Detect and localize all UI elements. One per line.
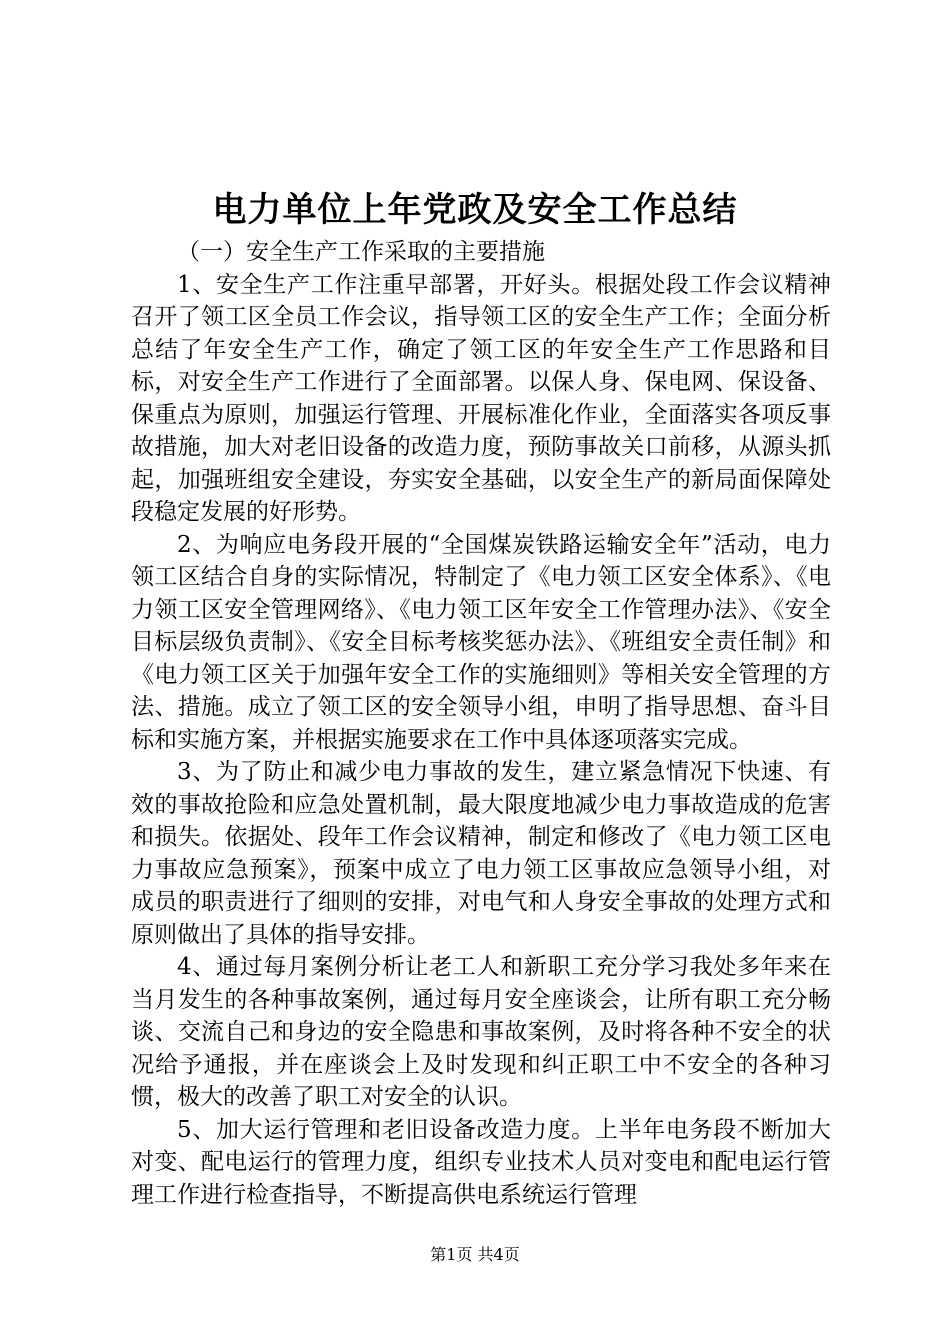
paragraph-2: 2、为响应电务段开展的“全国煤炭铁路运输安全年”活动，电力领工区结合自身的实际情况，特制定了《电力领工区安全体系》、《电力领工区安全管理网络》、《电力领工区年安全工作管理办法》、《安全目标层级负责制》、《安全目标考核奖惩办法》、《班组安全责任制》和《电力领工区关于加强年安全工作的实施细则》等相关安全管理的方法、措施。成立了领工区的安全领导小组，申明了指导思想、奋斗目标和实施方案，并根据实施要求在工作中具体逐项落实完成。 [131, 531, 831, 753]
document-title: 电力单位上年党政及安全工作总结 [212, 190, 738, 230]
page-number-footer: 第1页 共4页 [430, 1245, 520, 1264]
paragraph-1: 1、安全生产工作注重早部署，开好头。根据处段工作会议精神召开了领工区全员工作会议，指导领工区的安全生产工作；全面分析总结了年安全生产工作，确定了领工区的年安全生产工作思路和目标，对安全生产工作进行了全面部署。以保人身、保电网、保设备、保重点为原则，加强运行管理、开展标准化作业，全面落实各项反事故措施，加大对老旧设备的改造力度，预防事故关口前移，从源头抓起，加强班组安全建设，夯实安全基础，以安全生产的新局面保障处段稳定发展的好形势。 [131, 271, 831, 525]
section-heading: （一）安全生产工作采取的主要措施 [177, 239, 545, 265]
document-body [131, 236, 831, 1211]
paragraph-3: 3、为了防止和减少电力事故的发生，建立紧急情况下快速、有效的事故抢险和应急处置机制，最大限度地减少电力事故造成的危害和损失。依据处、段年工作会议精神，制定和修改了《电力领工区电力事故应急预案》，预案中成立了电力领工区事故应急领导小组，对成员的职责进行了细则的安排，对电气和人身安全事故的处理方式和原则做出了具体的指导安排。 [131, 759, 831, 948]
paragraph-4: 4、通过每月案例分析让老工人和新职工充分学习我处多年来在当月发生的各种事故案例，通过每月安全座谈会，让所有职工充分畅谈、交流自己和身边的安全隐患和事故案例，及时将各种不安全的状况给予通报，并在座谈会上及时发现和纠正职工中不安全的各种习惯，极大的改善了职工对安全的认识。 [131, 954, 831, 1110]
paragraph-5: 5、加大运行管理和老旧设备改造力度。上半年电务段不断加大对变、配电运行的管理力度，组织专业技术人员对变电和配电运行管理工作进行检查指导，不断提高供电系统运行管理 [131, 1116, 831, 1208]
